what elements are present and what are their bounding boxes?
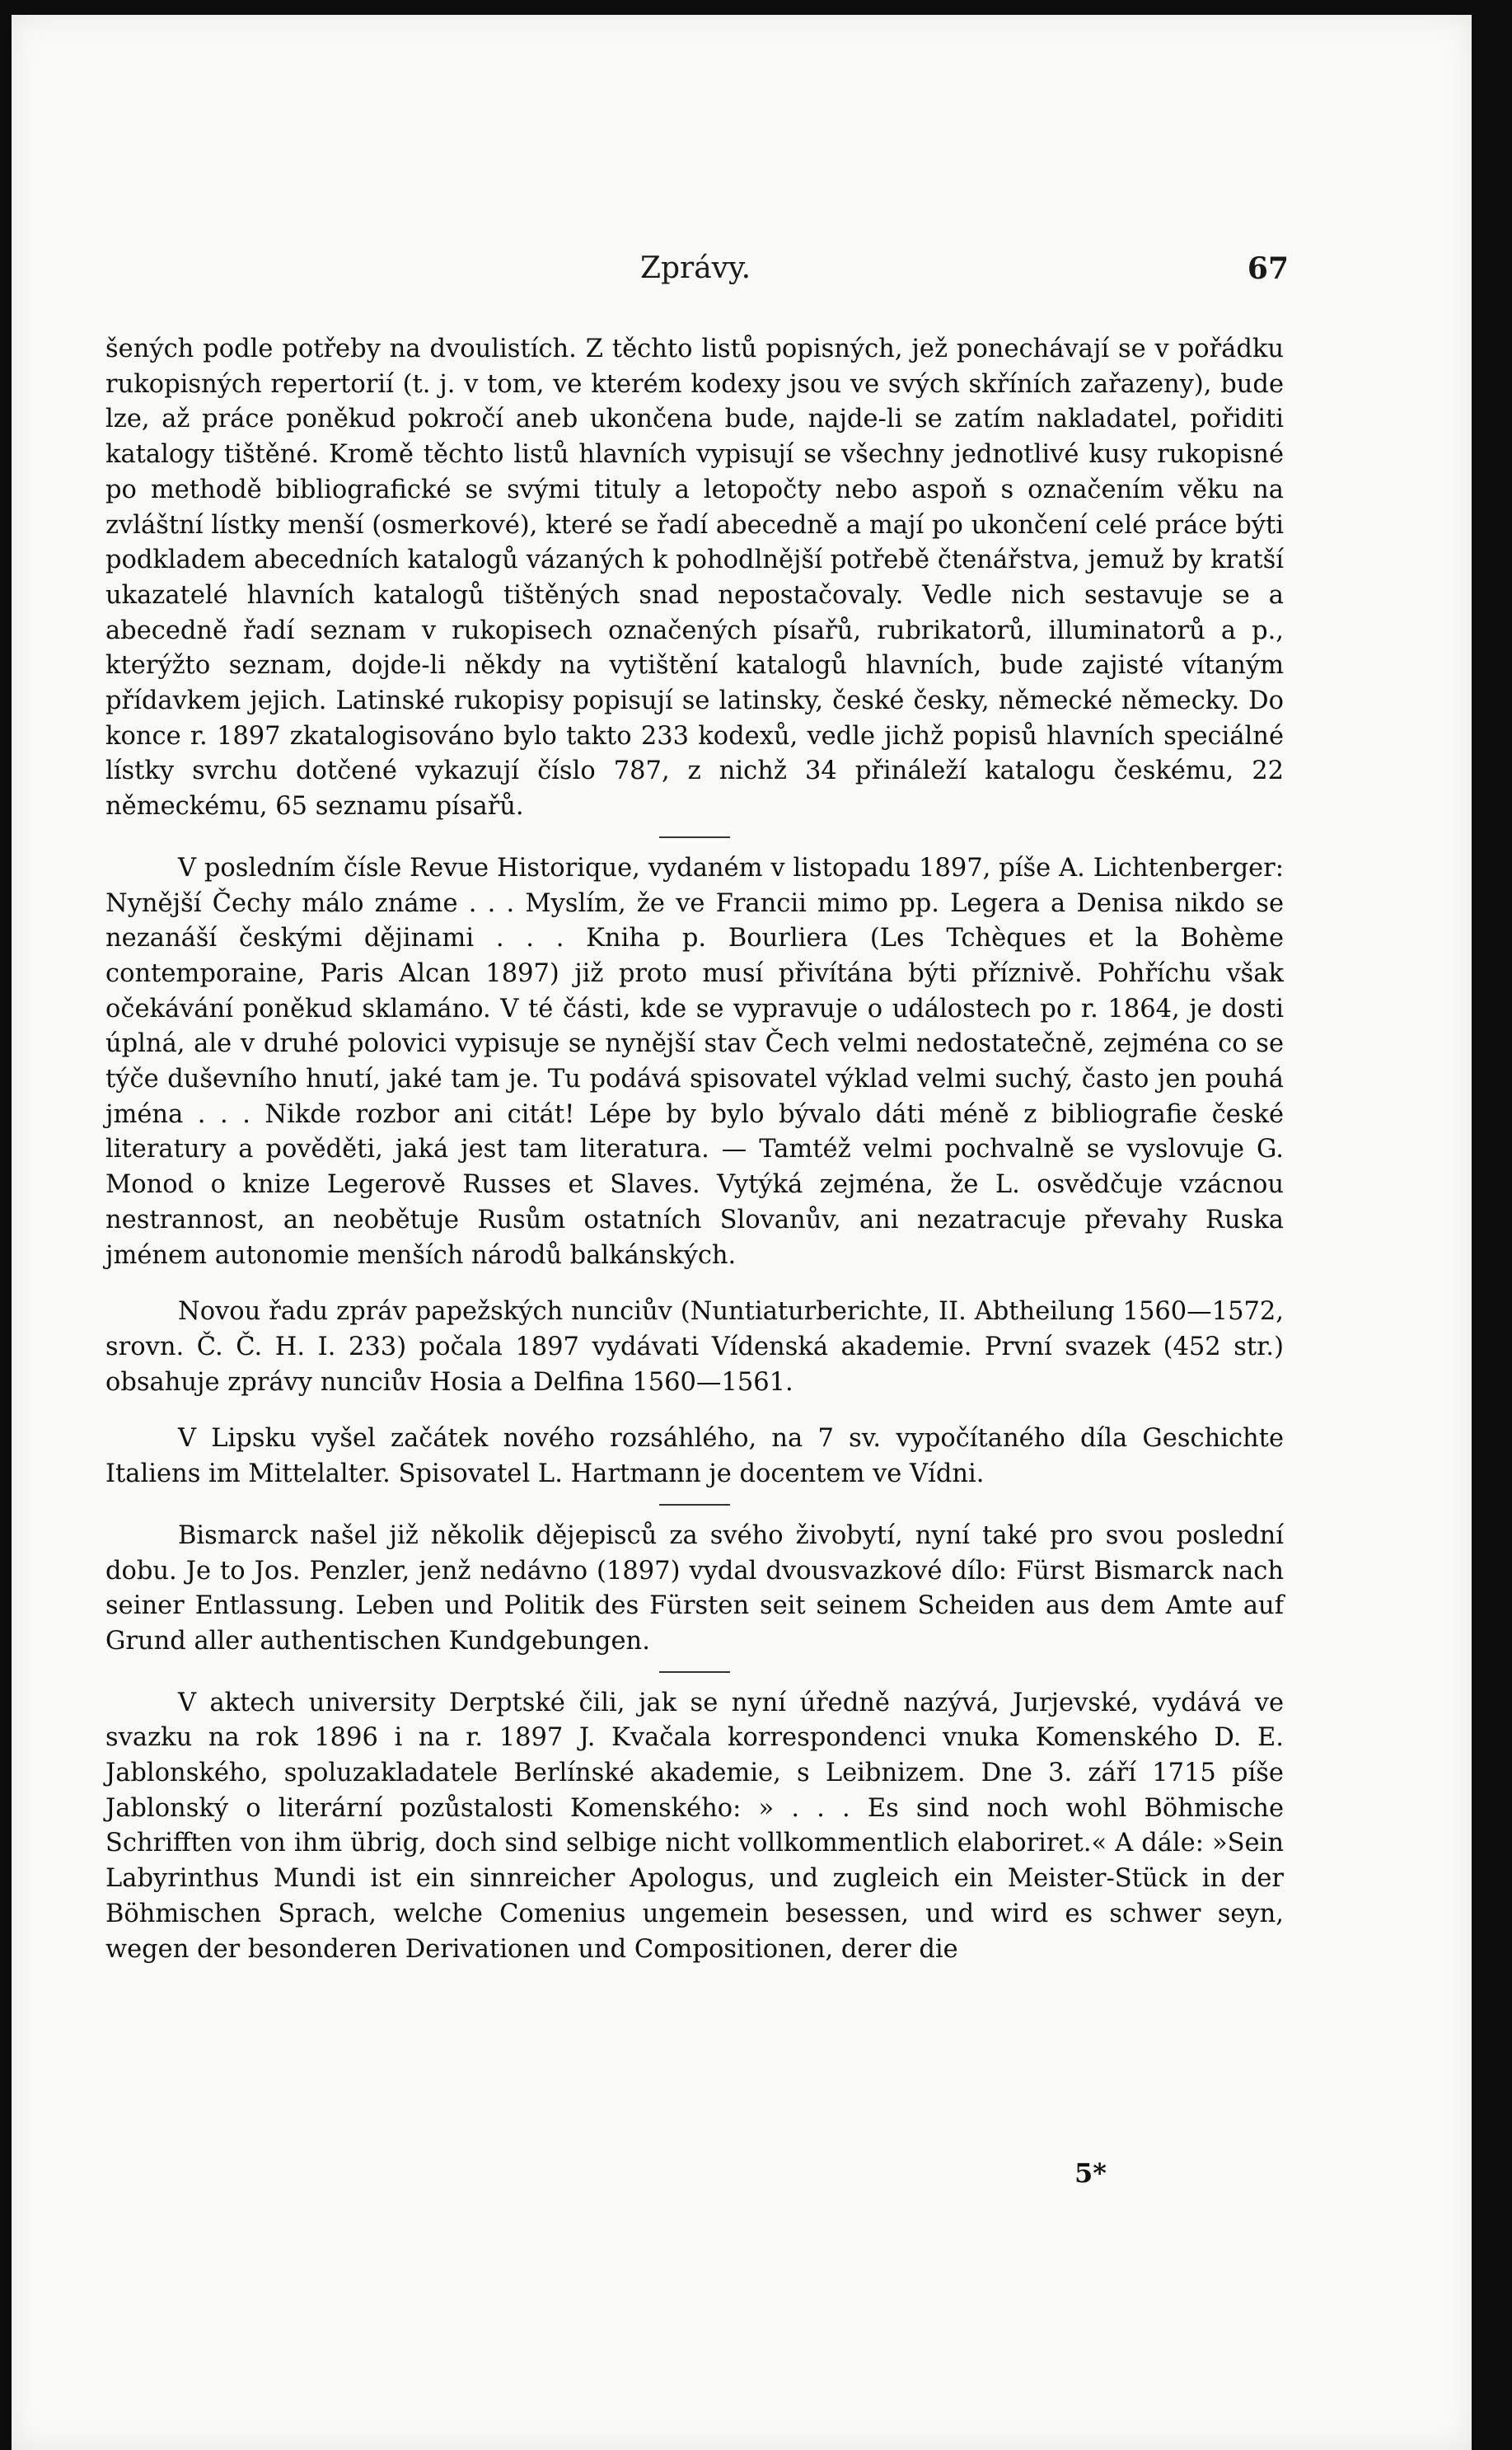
paragraph-bismarck: Bismarck našel již několik dějepisců za svého živobytí, nyní také pro svou poslední dobu. Je to Jos. Penzler, jenž nedávno (1897) vydal dvousvazkové dílo: Fürst Bismarck nach seiner Entlassung. Leben und Politik des Fürsten seit seinem Scheiden aus dem Amte auf Grund aller authentischen Kundgebungen. <box>105 1520 1284 1656</box>
page <box>12 15 1472 2450</box>
paragraph-catalogue: šených podle potřeby na dvoulistích. Z těchto listů popisných, jež ponechávají se v pořádku rukopisných repertorií (t. j. v tom, ve kterém kodexy jsou ve svých skříních zařazeny), bude lze, až práce poněkud pokročí aneb ukončena bude, najde-li se zatím nakladatel, pořiditi katalogy tištěné. Kromě těchto listů hlavních vypisují se všechny jednotlivé kusy rukopisné po methodě bibliografické se svými tituly a letopočty nebo aspoň s označením věku na zvláštní lístky menší (osmerkové), které se řadí abecedně a mají po ukončení celé práce býti podkladem abecedních katalogů vázaných k pohodlnější potřebě čtenářstva, jemuž by kratší ukazatelé hlavních katalogů tištěných snad nepostačovaly. Vedle nich sestavuje se a abecedně řadí seznam v rukopisech označených písařů, rubrikatorů, illuminatorů a p., kterýžto seznam, dojde-li někdy na vytištění katalogů hlavních, bude zajisté vítaným přídavkem jejich. Latinské rukopisy popisují se latinsky, české česky, německé německy. Do konce r. 1897 zkatalogisováno bylo takto 233 kodexů, vedle jichž popisů hlavních speciálné lístky svrchu dotčené vykazují číslo 787, z nichž 34 přináleží katalogu českému, 22 německému, 65 seznamu písařů. <box>105 335 1284 822</box>
signature-mark: 5* <box>1074 2157 1107 2189</box>
section-divider <box>659 1504 730 1506</box>
running-title: Zprávy. <box>639 251 751 285</box>
body-text <box>105 332 1284 1967</box>
running-header <box>110 251 1289 301</box>
paragraph-hartmann: V Lipsku vyšel začátek nového rozsáhlého, na 7 sv. vypočítaného díla Geschichte Italiens im Mittelalter. Spisovatel L. Hartmann je docentem ve Vídni. <box>105 1424 1284 1489</box>
section-divider <box>659 1671 730 1673</box>
page-number: 67 <box>1247 251 1289 286</box>
paragraph-nuntiaturberichte: Novou řadu zpráv papežských nunciův (Nuntiaturberichte, II. Abtheilung 1560—1572, srovn. Č. Č. H. I. 233) počala 1897 vydávati Vídenská akademie. První svazek (452 str.) obsahuje zprávy nunciův Hosia a Delfina 1560—1561. <box>105 1297 1284 1397</box>
paragraph-jablonsky: V aktech university Derptské čili, jak se nyní úředně nazývá, Jurjevské, vydává ve svazku na rok 1896 i na r. 1897 J. Kvačala korrespondenci vnuka Komenského D. E. Jablonského, spoluzakladatele Berlínské akademie, s Leibnizem. Dne 3. září 1715 píše Jablonský o literární pozůstalosti Komenského: » . . . Es sind noch wohl Böhmische Schrifften von ihm übrig, doch sind selbige nicht vollkommentlich elaboriret.« A dále: »Sein Labyrinthus Mundi ist ein sinnreicher Apologus, und zugleich ein Meister-Stück in der Böhmischen Sprach, welche Comenius ungemein besessen, und wird es schwer seyn, wegen der besonderen Derivationen und Compositionen, derer die <box>105 1688 1284 1964</box>
paragraph-revue-historique: V posledním čísle Revue Historique, vydaném v listopadu 1897, píše A. Lichtenberger: Nynější Čechy málo známe . . . Myslím, že ve Francii mimo pp. Legera a Denisa nikdo se nezanáší českými dějinami . . . Kniha p. Bourliera (Les Tchèques et la Bohème contemporaine, Paris Alcan 1897) již proto musí přivítána býti příznivě. Pohříchu však očekávání poněkud sklamáno. V té části, kde se vypravuje o událostech po r. 1864, je dosti úplná, ale v druhé polovici vypisuje se nynější stav Čech velmi nedostatečně, zejména co se týče duševního hnutí, jaké tam je. Tu podává spisovatel výklad velmi suchý, často jen pouhá jména . . . Nikde rozbor ani citát! Lépe by bylo bývalo dáti méně z bibliografie české literatury a pověděti, jaká jest tam literatura. — Tamtéž velmi pochvalně se vyslovuje G. Monod o knize Legerově Russes et Slaves. Vytýká zejména, že L. osvědčuje vzácnou nestrannost, an neobětuje Rusům ostatních Slovanův, ani nezatracuje převahy Ruska jménem autonomie menších národů balkánských. <box>105 853 1284 1270</box>
section-divider <box>659 836 730 838</box>
